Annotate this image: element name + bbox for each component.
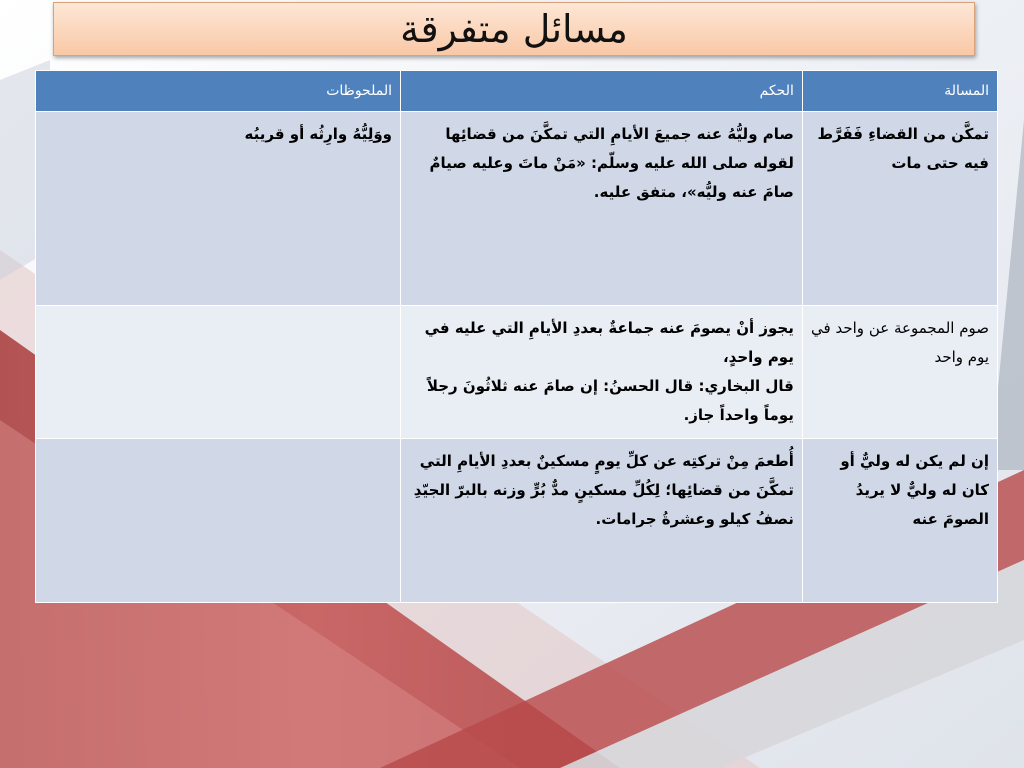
notes-cell: ووَلِيُّهُ وارِثُه أو قريبُه bbox=[36, 112, 401, 306]
ruling-cell bbox=[400, 439, 802, 603]
table-row bbox=[36, 112, 998, 306]
ruling-line: أُطعمَ مِنْ تركتِه عن كلِّ يومٍ مسكينٌ بعددِ الأيامِ التي تمكَّنَ من قضائِها؛ لِكُلِّ مسكينٍ مدٌّ بُرٍّ وزنه بالبرّ الجيّدِ نصفُ كيلو وعشرةُ جرامات. bbox=[413, 452, 794, 528]
table-row bbox=[36, 306, 998, 439]
ruling-line: لقوله صلى الله عليه وسلّم: «مَنْ ماتَ وعليه صيامٌ صامَ عنه وليُّه»، متفق عليه. bbox=[429, 154, 794, 201]
table-row bbox=[36, 439, 998, 603]
table-header-row bbox=[36, 71, 998, 112]
ruling-cell bbox=[400, 306, 802, 439]
ruling-line: صام وليُّهُ عنه جميعَ الأيامِ التي تمكَّنَ من قضائِها bbox=[445, 125, 794, 143]
page-title: مسائل متفرقة bbox=[400, 7, 628, 51]
title-box bbox=[53, 2, 975, 56]
issue-cell: تمكَّن من القضاءِ فَفَرَّط فيه حتى مات bbox=[802, 112, 997, 306]
ruling-line: قال البخاري: قال الحسنُ: إن صامَ عنه ثلاثُونَ رجلاً يوماً واحداً جاز. bbox=[426, 377, 794, 424]
header-notes: الملحوظات bbox=[36, 71, 401, 112]
header-issue: المسالة bbox=[802, 71, 997, 112]
header-ruling: الحكم bbox=[400, 71, 802, 112]
ruling-line: يجوز أنْ يصومَ عنه جماعةٌ بعددِ الأيامِ التي عليه في يوم واحدٍ، bbox=[424, 319, 794, 366]
rulings-table bbox=[35, 70, 998, 603]
notes-cell bbox=[36, 439, 401, 603]
ruling-cell bbox=[400, 112, 802, 306]
issue-cell: صوم المجموعة عن واحد في يوم واحد bbox=[802, 306, 997, 439]
notes-cell bbox=[36, 306, 401, 439]
issue-cell: إن لم يكن له وليٌّ أو كان له وليٌّ لا يريدُ الصومَ عنه bbox=[802, 439, 997, 603]
